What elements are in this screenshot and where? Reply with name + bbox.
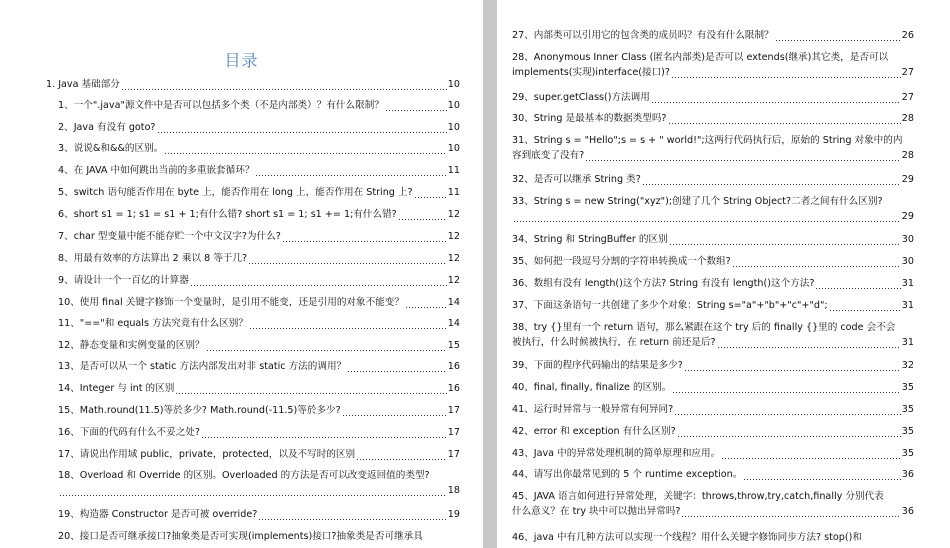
toc-entry-row	[512, 276, 914, 291]
dot-leader	[164, 141, 446, 156]
dot-leader	[347, 359, 447, 374]
toc-entry[interactable]	[58, 98, 460, 113]
toc-entry-row	[512, 446, 914, 461]
toc-entry-title: 14、Integer 与 int 的区别	[58, 383, 175, 394]
toc-entry[interactable]	[512, 254, 914, 269]
dot-leader	[829, 298, 901, 313]
toc-page-number: 14	[447, 297, 460, 308]
toc-entry-title: 11、"=="和 equals 方法究竟有什么区别？	[58, 318, 248, 329]
toc-entry-title: 1. Java 基础部分	[46, 79, 120, 90]
toc-page-number: 17	[447, 427, 460, 438]
toc-entry[interactable]	[512, 194, 914, 224]
toc-entry[interactable]	[58, 316, 460, 331]
toc-entry-row	[512, 402, 914, 417]
toc-entry-title: 34、String 和 StringBuffer 的区别	[512, 234, 668, 245]
toc-page-number: 10	[447, 122, 460, 133]
toc-entry-row	[512, 209, 914, 224]
toc-entry-title: 容到底变了没有?	[512, 150, 585, 161]
dot-leader	[157, 120, 447, 135]
toc-page-number: 31	[901, 337, 914, 348]
toc-entry[interactable]	[58, 338, 460, 353]
toc-entry-row	[512, 65, 914, 80]
toc-entry[interactable]	[58, 403, 460, 418]
dot-leader	[59, 483, 447, 498]
toc-entry-title: 32、是否可以继承 String 类?	[512, 174, 641, 185]
toc-page-number: 29	[901, 174, 914, 185]
toc-entry[interactable]	[46, 77, 460, 92]
toc-page-number: 32	[901, 360, 914, 371]
toc-page-number: 35	[901, 382, 914, 393]
dot-leader	[513, 209, 901, 224]
toc-entry-row	[58, 185, 460, 200]
toc-page-number: 26	[901, 30, 914, 41]
toc-entry-title: 41、运行时异常与一般异常有何异同?	[512, 404, 674, 415]
page-gap	[483, 0, 497, 548]
dot-leader	[669, 232, 901, 247]
toc-entry-row	[512, 424, 914, 439]
toc-entry-first-line: 46、java 中有几种方法可以实现一个线程？用什么关键字修饰同步方法? stop()和	[512, 532, 862, 543]
toc-entry-first-line: 38、try {}里有一个 return 语句，那么紧跟在这个 try 后的 finally {}里的 code 会不会	[512, 322, 896, 333]
toc-entry-title: 6、short s1 = 1; s1 = s1 + 1;有什么错? short s1 = 1; s1 += 1;有什么错?	[58, 209, 397, 220]
toc-entry-row	[58, 229, 460, 244]
dot-leader	[201, 425, 447, 440]
toc-entry-row	[512, 90, 914, 105]
toc-entry-title: 5、switch 语句能否作用在 byte 上，能否作用在 long 上，能否作用在 String 上?	[58, 187, 413, 198]
toc-entry-row	[58, 447, 460, 462]
toc-entry-title: 13、是否可以从一个 static 方法内部发出对非 static 方法的调用？	[58, 361, 347, 372]
dot-leader	[414, 185, 447, 200]
toc-entry-row	[58, 338, 460, 353]
toc-entry-title: 44、请写出你最常见到的 5 个 runtime exception。	[512, 469, 743, 480]
toc-entry[interactable]	[58, 229, 460, 244]
dot-leader	[815, 276, 900, 291]
toc-entry-title: 39、下面的程序代码输出的结果是多少?	[512, 360, 683, 371]
dot-leader	[775, 28, 901, 43]
dot-leader	[175, 381, 446, 396]
dot-leader	[405, 295, 447, 310]
dot-leader	[190, 273, 447, 288]
toc-entry[interactable]	[58, 468, 460, 498]
toc-entry[interactable]	[58, 120, 460, 135]
toc-entry-row	[58, 295, 460, 310]
toc-entry[interactable]	[512, 358, 914, 373]
toc-entry-row	[512, 254, 914, 269]
dot-leader	[206, 338, 447, 353]
toc-page-number: 35	[901, 404, 914, 415]
toc-entry[interactable]	[512, 320, 914, 350]
toc-entry-title: 19、构造器 Constructor 是否可被 override?	[58, 509, 258, 520]
toc-entry-title: 8、用最有效率的方法算出 2 乘以 8 等于几?	[58, 253, 248, 264]
toc-entry-row	[512, 358, 914, 373]
toc-entry-row	[512, 172, 914, 187]
toc-page-number: 36	[901, 469, 914, 480]
dot-leader	[732, 254, 901, 269]
toc-entry[interactable]	[58, 359, 460, 374]
toc-entry-row	[58, 403, 460, 418]
toc-entry-row	[58, 251, 460, 266]
dot-leader	[255, 163, 446, 178]
toc-page-number: 17	[447, 405, 460, 416]
toc-entry-row	[512, 298, 914, 313]
toc-entry-title: 12、静态变量和实例变量的区别？	[58, 340, 205, 351]
toc-page-number: 12	[447, 253, 460, 264]
toc-entry[interactable]	[58, 425, 460, 440]
toc-entry-first-line: 33、String s = new String("xyz");创建了几个 String Object?二者之间有什么区别?	[512, 196, 883, 207]
toc-page-number: 17	[447, 449, 460, 460]
toc-entry[interactable]	[58, 529, 460, 544]
toc-page-number: 10	[447, 100, 460, 111]
toc-page-number: 30	[901, 256, 914, 267]
dot-leader	[248, 251, 447, 266]
toc-page-number: 14	[447, 318, 460, 329]
toc-entry-title: 27、内部类可以引用它的包含类的成员吗？有没有什么限制？	[512, 30, 774, 41]
toc-entry[interactable]	[58, 207, 460, 222]
toc-entry-title: 35、如何把一段逗号分割的字符串转换成一个数组?	[512, 256, 731, 267]
toc-entry[interactable]	[58, 273, 460, 288]
toc-entry-title: 10、使用 final 关键字修饰一个变量时，是引用不能变，还是引用的对象不能变？	[58, 297, 404, 308]
toc-entry[interactable]	[512, 90, 914, 105]
toc-entry[interactable]	[512, 276, 914, 291]
toc-entry[interactable]	[512, 380, 914, 395]
toc-entry-row	[58, 359, 460, 374]
toc-entry-row	[58, 507, 460, 522]
dot-leader	[121, 77, 447, 92]
toc-page-number: 12	[447, 275, 460, 286]
toc-entry[interactable]	[512, 111, 914, 126]
toc-entry[interactable]	[58, 163, 460, 178]
toc-entry[interactable]	[58, 381, 460, 396]
dot-leader	[651, 90, 901, 105]
toc-page-number: 11	[447, 165, 460, 176]
toc-page-number: 15	[447, 340, 460, 351]
toc-page-number: 11	[447, 187, 460, 198]
dot-leader	[674, 402, 901, 417]
toc-entry[interactable]	[512, 28, 914, 43]
toc-entry-row	[58, 98, 460, 113]
toc-entry-first-line: 31、String s = "Hello";s = s + " world!";这两行代码执行后，原始的 String 对象中的内	[512, 135, 903, 146]
toc-page-number: 12	[447, 209, 460, 220]
toc-entry[interactable]	[58, 295, 460, 310]
toc-entry-title: 3、说说&和&&的区别。	[58, 143, 164, 154]
toc-entry-row	[58, 425, 460, 440]
toc-page-number: 12	[447, 231, 460, 242]
toc-entry-row	[512, 111, 914, 126]
dot-leader	[677, 424, 901, 439]
toc-entry-row	[58, 316, 460, 331]
toc-entry[interactable]	[512, 50, 914, 80]
toc-entry-row	[512, 380, 914, 395]
toc-entry[interactable]	[58, 447, 460, 462]
dot-leader	[585, 148, 901, 163]
toc-page-number: 10	[447, 79, 460, 90]
toc-entry-title: implements(实现)interface(接口)?	[512, 67, 670, 78]
toc-entry-row	[512, 28, 914, 43]
toc-entry[interactable]	[512, 446, 914, 461]
toc-entry-row	[512, 232, 914, 247]
toc-entry[interactable]	[512, 133, 914, 163]
toc-entry-row	[58, 207, 460, 222]
toc-page-number: 35	[901, 426, 914, 437]
dot-leader	[717, 335, 901, 350]
dot-leader	[258, 507, 446, 522]
toc-entry[interactable]	[512, 232, 914, 247]
toc-page-number: 28	[901, 150, 914, 161]
toc-entry-first-line: 45、JAVA 语言如何进行异常处理，关键字：throws,throw,try,catch,finally 分别代表	[512, 491, 884, 502]
toc-entry[interactable]	[58, 185, 460, 200]
toc-page-number: 10	[447, 143, 460, 154]
toc-page-number: 16	[447, 361, 460, 372]
toc-entry-title: 2、Java 有没有 goto?	[58, 122, 156, 133]
toc-entry-row	[512, 467, 914, 482]
dot-leader	[356, 447, 447, 462]
toc-entry-title: 29、super.getClass()方法调用	[512, 92, 650, 103]
toc-title: 目录	[224, 51, 259, 70]
toc-entry-row	[512, 504, 914, 519]
dot-leader	[282, 229, 447, 244]
toc-entry[interactable]	[58, 141, 460, 156]
toc-page-number: 27	[901, 67, 914, 78]
toc-entry-title: 7、char 型变量中能不能存贮一个中文汉字?为什么?	[58, 231, 281, 242]
toc-entry-row	[58, 163, 460, 178]
toc-entry-title: 15、Math.round(11.5)等於多少? Math.round(-11.5)等於多少?	[58, 405, 341, 416]
dot-leader	[721, 446, 901, 461]
toc-entry-row	[58, 141, 460, 156]
toc-entry-title: 30、String 是最基本的数据类型吗?	[512, 113, 667, 124]
toc-entry-row	[512, 335, 914, 350]
toc-entry[interactable]	[58, 507, 460, 522]
dot-leader	[672, 380, 900, 395]
toc-entry-title: 1、一个".java"源文件中是否可以包括多个类（不是内部类）？有什么限制？	[58, 100, 384, 111]
toc-entry-title: 40、final, finally, finalize 的区别。	[512, 382, 672, 393]
toc-entry[interactable]	[512, 298, 914, 313]
dot-leader	[398, 207, 447, 222]
toc-entry[interactable]	[512, 467, 914, 482]
toc-entry-row	[58, 483, 460, 498]
dot-leader	[342, 403, 447, 418]
toc-entry-row	[58, 120, 460, 135]
toc-page-number: 27	[901, 92, 914, 103]
toc-page-number: 18	[447, 485, 460, 496]
toc-page-number: 30	[901, 234, 914, 245]
dot-leader	[743, 467, 900, 482]
toc-page-number: 29	[901, 211, 914, 222]
dot-leader	[642, 172, 901, 187]
toc-entry-first-line: 28、Anonymous Inner Class (匿名内部类)是否可以 extends(继承)其它类，是否可以	[512, 52, 889, 63]
toc-entry-title: 36、数组有没有 length()这个方法? String 有没有 length()这个方法?	[512, 278, 815, 289]
toc-entry-title: 4、在 JAVA 中如何跳出当前的多重嵌套循环？	[58, 165, 255, 176]
toc-entry-row	[46, 77, 460, 92]
toc-page-number: 28	[901, 113, 914, 124]
toc-entry-title: 43、Java 中的异常处理机制的简单原理和应用。	[512, 448, 721, 459]
dot-leader	[681, 504, 900, 519]
toc-entry[interactable]	[512, 172, 914, 187]
toc-entry-title: 16、下面的代码有什么不妥之处?	[58, 427, 201, 438]
dot-leader	[684, 358, 901, 373]
toc-page-number: 31	[901, 278, 914, 289]
toc-entry-title: 被执行，什么时候被执行，在 return 前还是后?	[512, 337, 716, 348]
toc-entry[interactable]	[58, 251, 460, 266]
toc-entry-row	[58, 273, 460, 288]
toc-entry-title: 17、请说出作用域 public，private，protected，以及不写时的区别	[58, 449, 356, 460]
dot-leader	[249, 316, 447, 331]
toc-entry[interactable]	[512, 530, 914, 545]
toc-page-number: 31	[901, 300, 914, 311]
toc-page-number: 19	[447, 509, 460, 520]
toc-entry-row	[512, 148, 914, 163]
toc-entry[interactable]	[512, 402, 914, 417]
toc-entry[interactable]	[512, 489, 914, 519]
toc-entry-title: 什么意义？在 try 块中可以抛出异常吗?	[512, 506, 681, 517]
toc-page-number: 36	[901, 506, 914, 517]
toc-entry-title: 37、下面这条语句一共创建了多少个对象：String s="a"+"b"+"c"+"d";	[512, 300, 828, 311]
dot-leader	[668, 111, 901, 126]
toc-entry-row	[58, 381, 460, 396]
toc-entry-title: 9、请设计一个一百亿的计算器	[58, 275, 189, 286]
toc-entry[interactable]	[512, 424, 914, 439]
toc-entry-first-line: 20、接口是否可继承接口?抽象类是否可实现(implements)接口?抽象类是否可继承具	[58, 531, 423, 542]
document-page-right	[497, 0, 950, 548]
dot-leader	[385, 98, 447, 113]
toc-page-number: 16	[447, 383, 460, 394]
dot-leader	[671, 65, 901, 80]
toc-page-number: 35	[901, 448, 914, 459]
toc-entry-first-line: 18、Overload 和 Override 的区别。Overloaded 的方法是否可以改变返回值的类型?	[58, 470, 430, 481]
toc-entry-title: 42、error 和 exception 有什么区别?	[512, 426, 676, 437]
